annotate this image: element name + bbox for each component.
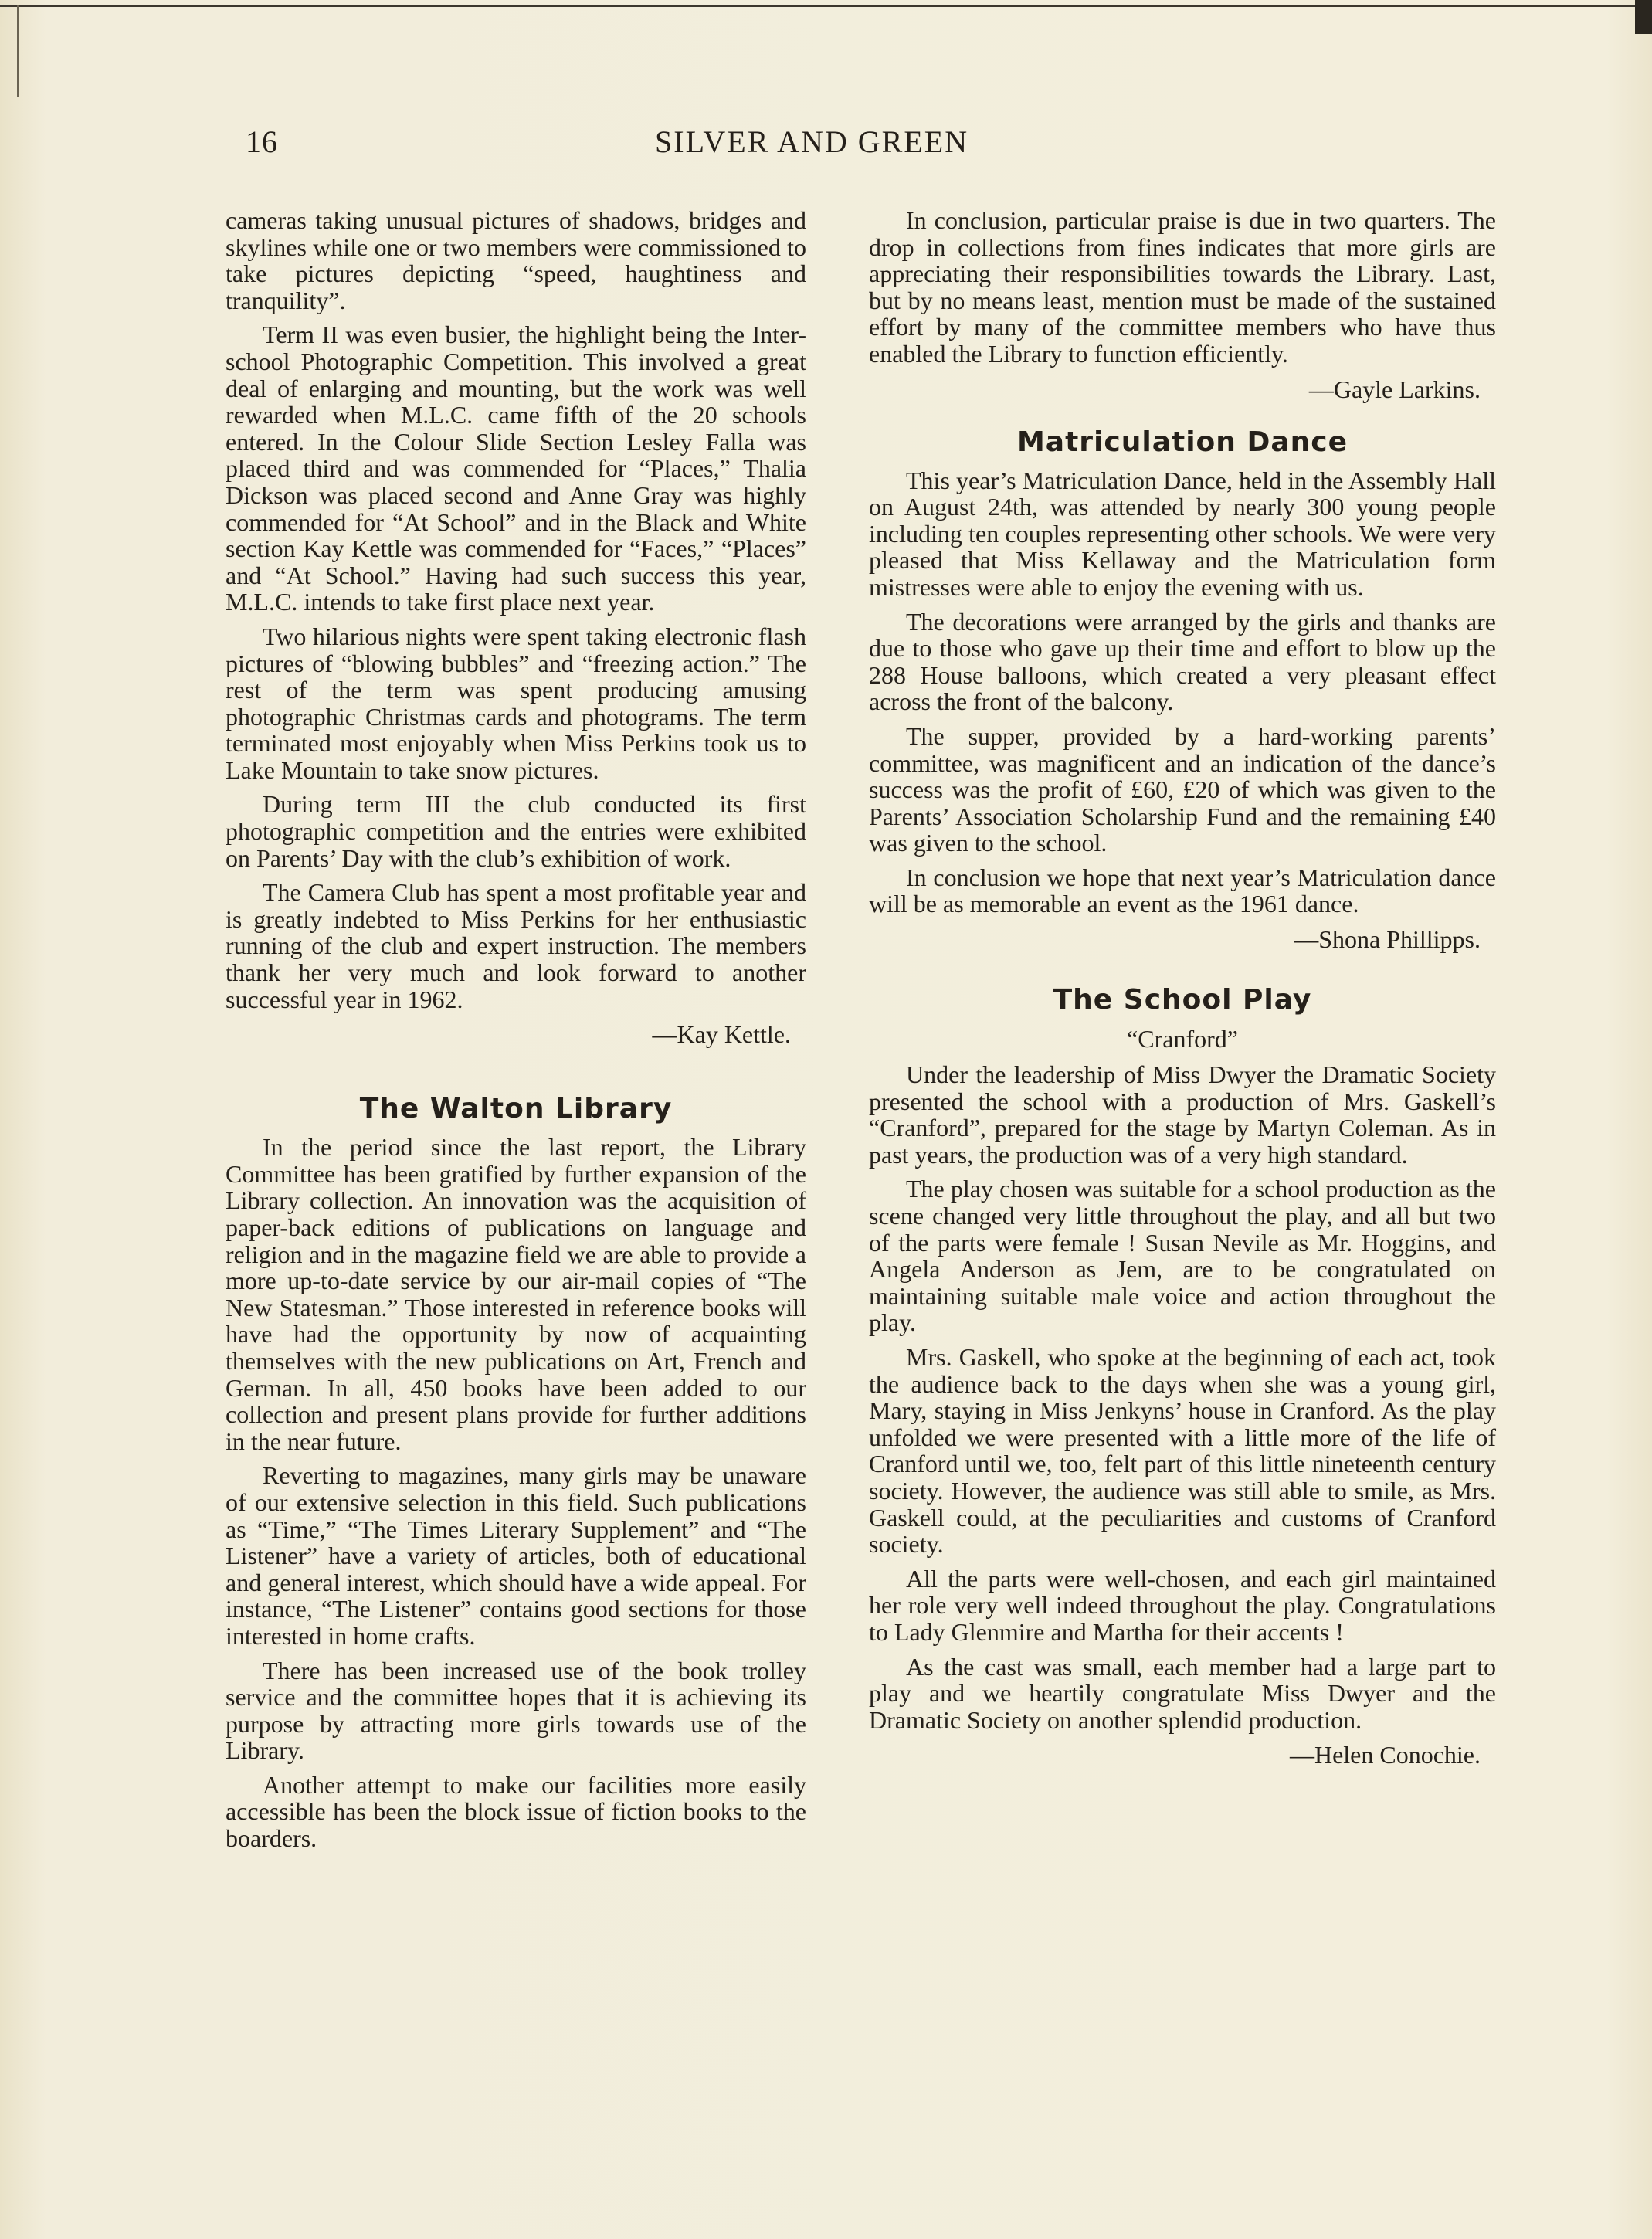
paragraph: The decorations were arranged by the girls and thanks are due to those who gave up their time and effort to blow up the 288 House balloons, which created a very pleasant effect across the front of the balcony. xyxy=(869,607,1496,716)
paragraph: In the period since the last report, the Library Committee has been gratified by further expansion of the Library collection. An innovation was the acquisition of paper-back editions of publications on language and religion and in the magazine field we are able to provide a more up-to-date service by our air-mail copies of “The New Statesman.” Those interested in reference books will have had the opportunity by now of acquainting themselves with the new publications on Art, French and German. In all, 450 books have been added to our collection and present plans provide for further additions in the near future. xyxy=(226,1133,806,1455)
byline: —Gayle Larkins. xyxy=(1308,375,1481,403)
paragraph: The Camera Club has spent a most profitable year and is greatly indebted to Miss Perkins for her enthusiastic running of the club and expert instruction. The members thank her very much and look forward to another successful year in 1962. xyxy=(226,878,806,1013)
paragraph: In conclusion we hope that next year’s Matriculation dance will be as memorable an event as the 1961 dance. xyxy=(869,863,1496,918)
paragraph: The play chosen was suitable for a school production as the scene changed very little throughout the play, and all but two of the parts were female ! Susan Nevile as Mr. Hoggins, and Angela Anderson as Jem, are to be congratulated on maintaining suitable male voice and action throughout the play. xyxy=(869,1175,1496,1337)
camera-club-article xyxy=(226,207,806,1048)
paragraph: Term II was even busier, the highlight being the Inter-school Photographic Competition. This involved a great deal of enlarging and mounting, but the work was well rewarded when M.L.C. came fifth of the 20 schools entered. In the Colour Slide Section Lesley Falla was placed third and was commended for “Places,” Thalia Dickson was placed second and Anne Gray was highly commended for “At School” and in the Black and White section Kay Kettle was commended for “Faces,” “Places” and “At School.” Having had such success this year, M.L.C. intends to take first place next year. xyxy=(226,321,806,616)
paragraph: In conclusion, particular praise is due in two quarters. The drop in collections from fines indicates that more girls are appreciating their responsibilities towards the Library. Last, but by no means least, mention must be made of the sustained effort by many of the committee members who have thus enabled the Library to function efficiently. xyxy=(869,206,1496,368)
byline: —Shona Phillipps. xyxy=(1294,925,1481,954)
right-column xyxy=(869,207,1496,1776)
section-heading: The School Play xyxy=(1053,984,1312,1016)
walton-library-article xyxy=(226,1093,806,1851)
paragraph: Under the leadership of Miss Dwyer the Dramatic Society presented the school with a production of Mrs. Gaskell’s “Cranford”, prepared for the stage by Martyn Coleman. As in past years, the production was of a very high standard. xyxy=(869,1060,1496,1169)
byline: —Kay Kettle. xyxy=(652,1020,791,1049)
matriculation-dance-article xyxy=(869,426,1496,954)
paragraph: Mrs. Gaskell, who spoke at the beginning of each act, took the audience back to the days when she was a young girl, Mary, staying in Miss Jenkyns’ house in Cranford. As the play unfolded we were presented with a little more of the life of Cranford until we, too, felt part of this little nineteenth century society. However, the audience was still able to smile, as Mrs. Gaskell could, at the peculiarities and customs of Cranford society. xyxy=(869,1343,1496,1559)
library-conclusion xyxy=(869,207,1496,403)
school-play-article xyxy=(869,984,1496,1769)
paragraph: There has been increased use of the book trolley service and the committee hopes that it is achieving its purpose by attracting more girls towards use of the Library. xyxy=(226,1656,806,1765)
top-rule xyxy=(0,5,1652,7)
play-title: “Cranford” xyxy=(1127,1025,1238,1053)
section-heading: The Walton Library xyxy=(359,1093,673,1125)
paragraph: During term III the club conducted its first photographic competition and the entries were exhibited on Parents’ Day with the club’s exhibition of work. xyxy=(226,790,806,872)
paragraph: As the cast was small, each member had a large part to play and we heartily congratulate Miss Dwyer and the Dramatic Society on another splendid production. xyxy=(869,1652,1496,1734)
paragraph: All the parts were well-chosen, and each girl maintained her role very well indeed throughout the play. Congratulations to Lady Glenmire and Martha for their accents ! xyxy=(869,1564,1496,1646)
page-corner-shadow xyxy=(1635,0,1652,34)
paragraph: cameras taking unusual pictures of shadows, bridges and skylines while one or two members were commissioned to take pictures depicting “speed, haughtiness and tranquility”. xyxy=(226,206,806,314)
paragraph: Reverting to magazines, many girls may be unaware of our extensive selection in this field. Such publications as “Time,” “The Times Literary Supplement” and “The Listener” have a variety of articles, both of educational and general interest, which should have a wide appeal. For instance, “The Listener” contains good sections for those interested in home crafts. xyxy=(226,1461,806,1650)
section-heading: Matriculation Dance xyxy=(1016,426,1348,458)
page-header xyxy=(246,124,1574,170)
publication-title: SILVER AND GREEN xyxy=(655,124,969,159)
page-edge-mark xyxy=(17,5,19,97)
paragraph: The supper, provided by a hard-working parents’ committee, was magnificent and an indication of the dance’s success was the profit of £60, £20 of which was given to the Parents’ Association Scholarship Fund and the remaining £40 was given to the school. xyxy=(869,721,1496,857)
left-column xyxy=(226,207,806,1860)
paragraph: This year’s Matriculation Dance, held in the Assembly Hall on August 24th, was attended by nearly 300 young people including ten couples representing other schools. We were very pleased that Miss Kellaway and the Matriculation form mistresses were able to enjoy the evening with us. xyxy=(869,466,1496,601)
byline: —Helen Conochie. xyxy=(1289,1741,1481,1769)
paragraph: Another attempt to make our facilities more easily accessible has been the block issue of fiction books to the boarders. xyxy=(226,1770,806,1853)
paragraph: Two hilarious nights were spent taking electronic flash pictures of “blowing bubbles” and “freezing action.” The rest of the term was spent producing amusing photographic Christmas cards and photograms. The term terminated most enjoyably when Miss Perkins took us to Lake Mountain to take snow pictures. xyxy=(226,622,806,784)
page-number: 16 xyxy=(246,124,278,159)
